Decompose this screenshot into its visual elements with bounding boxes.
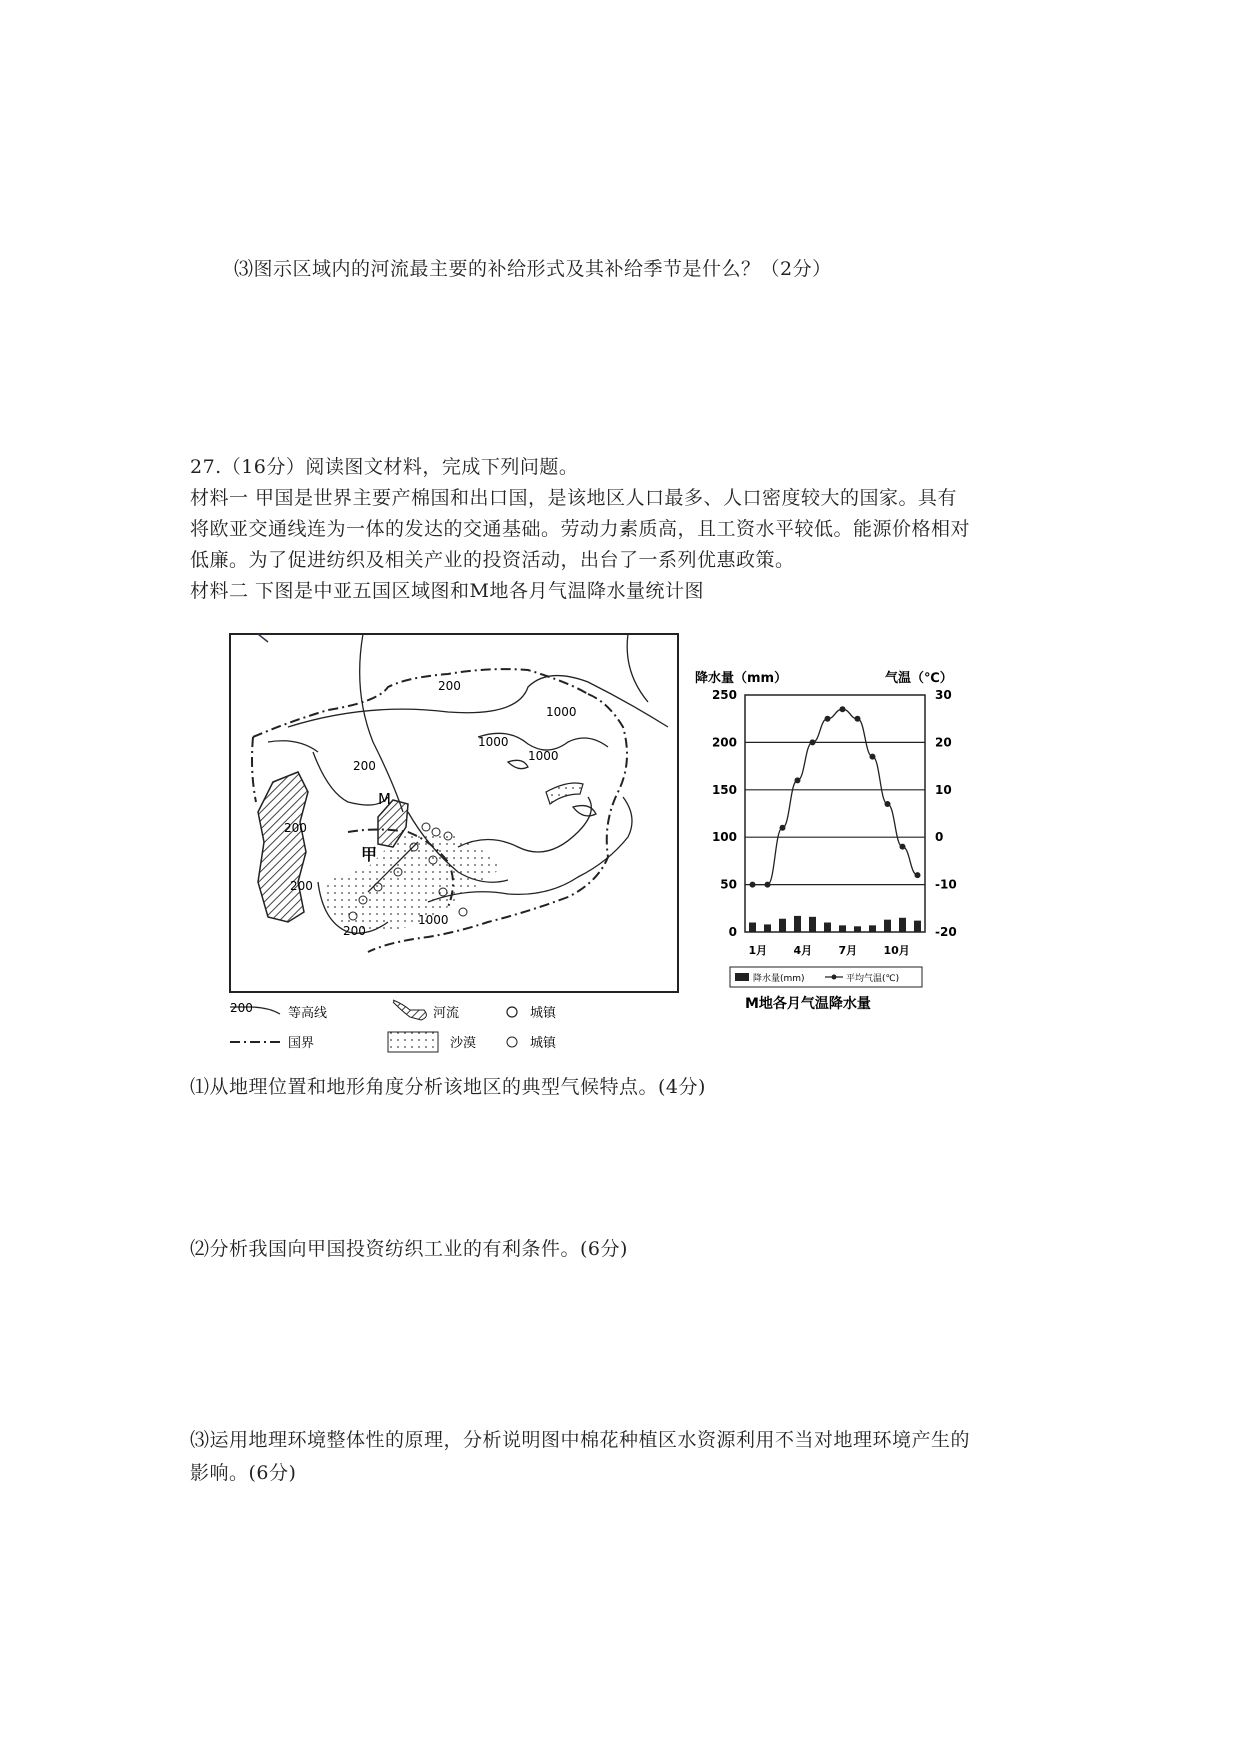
left-tick-label: 150 (711, 782, 737, 797)
x-ticks (749, 944, 910, 957)
plot-frame (745, 695, 925, 932)
temp-point (885, 801, 891, 807)
temp-point (780, 825, 786, 831)
precip-bar (779, 919, 786, 932)
precip-bar (839, 925, 846, 932)
question-3-line-2: 影响。(6分) (190, 1462, 297, 1484)
precip-bar (899, 918, 906, 932)
legend-town-icon-label: 城镇 (530, 1036, 557, 1051)
material-2: 材料二 下图是中亚五国区域图和M地各月气温降水量统计图 (190, 580, 704, 602)
right-tick-label: 20 (935, 735, 952, 750)
contour-label-1: 200 (438, 679, 461, 693)
right-tick-label: 0 (935, 830, 944, 845)
right-tick-label: 30 (935, 688, 952, 702)
chart-legend-line-dot (832, 975, 837, 980)
question-3-line-1: ⑶运用地理环境整体性的原理，分析说明图中棉花种植区水资源利用不当对地理环境产生的 (190, 1429, 971, 1451)
contour-label-6: 200 (284, 821, 307, 835)
temp-point (870, 754, 876, 760)
chart-title: M地各月气温降水量 (745, 996, 871, 1012)
question-1: ⑴从地理位置和地形角度分析该地区的典型气候特点。(4分) (190, 1076, 706, 1098)
contour-200-west (313, 752, 388, 805)
precip-bar (914, 921, 921, 932)
temp-point (750, 882, 756, 888)
map-legend (230, 1000, 557, 1052)
temp-curve (753, 709, 918, 884)
temperature-line (750, 706, 921, 887)
contour-label-7: 200 (290, 879, 313, 893)
contour-label-5: 200 (353, 759, 376, 773)
precip-bar (794, 916, 801, 932)
precip-bar (809, 917, 816, 932)
legend-desert-label: 沙漠 (450, 1036, 477, 1051)
temp-point (810, 739, 816, 745)
chart-legend-bar-label: 降水量(mm) (753, 974, 805, 984)
legend-border-label: 国界 (288, 1036, 315, 1051)
material-1-line-3: 低廉。为了促进纺织及相关产业的投资活动，出台了一系列优惠政策。 (190, 549, 795, 571)
border-west (252, 737, 256, 802)
contour-label-2: 1000 (546, 705, 577, 719)
right-tick-label: 10 (935, 782, 952, 797)
legend-town-circle (507, 1007, 517, 1017)
climate-chart (695, 660, 985, 1020)
legend-desert-symbol (388, 1032, 438, 1052)
right-tick-label: -20 (935, 925, 957, 939)
river-2 (268, 741, 318, 752)
x-tick-label: 7月 (838, 944, 858, 957)
question-2: ⑵分析我国向甲国投资纺织工业的有利条件。(6分) (190, 1238, 628, 1260)
question-3-previous: ⑶图示区域内的河流最主要的补给形式及其补给季节是什么？（2分） (234, 258, 832, 280)
chart-ylabel-left: 降水量（mm） (695, 671, 788, 686)
contour-island (508, 760, 528, 768)
legend-contour-sample: 200 (230, 1001, 253, 1015)
border-east (568, 694, 627, 897)
left-tick-label: 50 (720, 877, 737, 892)
temp-point (795, 777, 801, 783)
material-1-line-1: 材料一 甲国是世界主要产棉国和出口国，是该地区人口最多、人口密度较大的国家。具有 (190, 487, 958, 509)
contour-ridge (458, 797, 591, 852)
temp-point (840, 706, 846, 712)
caspian-sea (258, 772, 308, 922)
contour-label-3: 1000 (478, 735, 509, 749)
river-1 (360, 634, 403, 812)
contour-label-8: 200 (343, 924, 366, 938)
x-tick-label: 10月 (883, 944, 910, 957)
left-tick-label: 0 (728, 925, 737, 939)
contour-label-9: 1000 (418, 913, 449, 927)
chart-legend-bar-swatch (735, 973, 749, 981)
left-tick-label: 200 (711, 735, 737, 750)
temp-point (765, 882, 771, 888)
temp-point (855, 716, 861, 722)
right-ticks (935, 688, 957, 939)
precip-bar (854, 926, 861, 932)
x-tick-label: 1月 (748, 944, 768, 957)
river-5 (627, 634, 648, 702)
precip-bar (884, 920, 891, 932)
left-ticks (712, 688, 737, 939)
legend-town-icon (507, 1037, 517, 1047)
legend-river-label: 河流 (433, 1006, 460, 1021)
river-top-blue (258, 634, 268, 642)
legend-town-circle-label: 城镇 (530, 1006, 557, 1021)
temp-point (825, 716, 831, 722)
map-label-jia: 甲 (361, 845, 378, 864)
left-tick-label: 250 (711, 688, 737, 702)
precip-bar (749, 923, 756, 932)
precip-bar (764, 924, 771, 932)
temp-point (915, 872, 921, 878)
question-27-header: 27.（16分）阅读图文材料，完成下列问题。 (190, 456, 579, 478)
left-tick-label: 100 (711, 830, 737, 845)
chart-legend (730, 967, 922, 987)
x-tick-label: 4月 (793, 944, 813, 957)
material-1-line-2: 将欧亚交通线连为一体的发达的交通基础。劳动力素质高，且工资水平较低。能源价格相对 (190, 518, 971, 540)
legend-river-symbol (393, 1000, 426, 1020)
plot-area (745, 695, 925, 932)
precip-bar (869, 925, 876, 932)
legend-contour-label: 等高线 (288, 1006, 328, 1021)
contour-island-2 (573, 806, 596, 816)
precip-bar (824, 923, 831, 932)
central-asia-map (228, 632, 680, 1057)
contour-label-4: 1000 (528, 749, 559, 763)
precipitation-bars (749, 916, 921, 932)
temp-point (900, 844, 906, 850)
lake-balkhash (546, 783, 583, 804)
chart-ylabel-right: 气温（℃） (885, 671, 953, 686)
chart-legend-line-label: 平均气温(℃) (846, 974, 900, 984)
contour-200-north (288, 676, 668, 727)
right-tick-label: -10 (935, 877, 957, 892)
map-label-m: M (378, 790, 391, 808)
